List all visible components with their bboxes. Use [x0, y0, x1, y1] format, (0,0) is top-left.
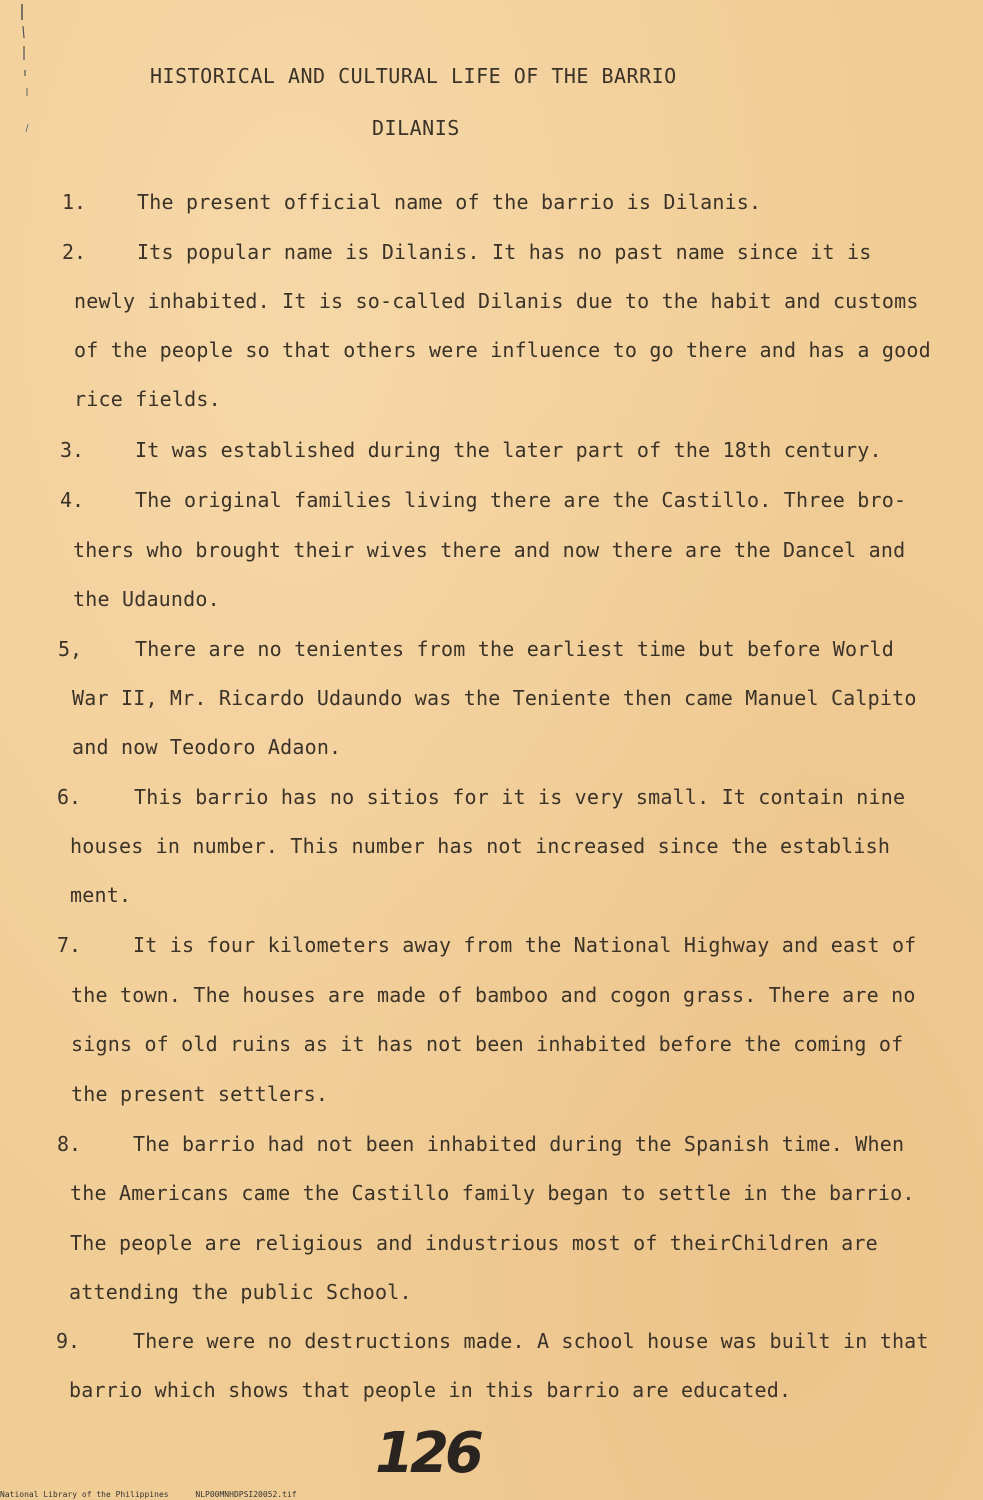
item-line: the Udaundo. [73, 587, 220, 611]
item-line: War II, Mr. Ricardo Udaundo was the Teniente then came Manuel Calpito [72, 686, 917, 710]
item-number: 7. [57, 933, 82, 957]
item-number: 5, [58, 637, 83, 661]
item-line: the town. The houses are made of bamboo and cogon grass. There are no [71, 983, 916, 1007]
item-line: The original families living there are the Castillo. Three bro- [135, 488, 907, 512]
item-line: ment. [70, 883, 132, 907]
item-line: It is four kilometers away from the National Highway and east of [133, 933, 917, 957]
item-line: attending the public School. [69, 1280, 412, 1304]
item-line: The present official name of the barrio is Dilanis. [137, 190, 762, 214]
item-line: newly inhabited. It is so-called Dilanis due to the habit and customs [74, 289, 919, 313]
item-line: signs of old ruins as it has not been inhabited before the coming of [71, 1032, 904, 1056]
document-subtitle: DILANIS [372, 116, 460, 140]
edge-marks [18, 0, 30, 140]
item-number: 1. [62, 190, 87, 214]
scan-footer [0, 1490, 319, 1500]
item-line: rice fields. [74, 387, 221, 411]
item-number: 9. [56, 1329, 81, 1353]
item-line: It was established during the later part of the 18th century. [135, 438, 882, 462]
item-line: This barrio has no sitios for it is very small. It contain nine [134, 785, 906, 809]
footer-file-id: NLP00MNHDPSI20052.tif [195, 1490, 297, 1499]
item-number: 4. [60, 488, 85, 512]
item-line: barrio which shows that people in this barrio are educated. [69, 1378, 792, 1402]
item-line: the Americans came the Castillo family began to settle in the barrio. [70, 1181, 915, 1205]
item-number: 6. [57, 785, 82, 809]
item-line: The people are religious and industrious most of theirChildren are [70, 1231, 878, 1255]
item-line: the present settlers. [71, 1082, 329, 1106]
item-line: There were no destructions made. A school house was built in that [133, 1329, 929, 1353]
item-line: of the people so that others were influence to go there and has a good [74, 338, 931, 362]
item-line: The barrio had not been inhabited during the Spanish time. When [133, 1132, 905, 1156]
document-title: HISTORICAL AND CULTURAL LIFE OF THE BARRIO [150, 64, 677, 88]
item-number: 3. [60, 438, 85, 462]
item-line: and now Teodoro Adaon. [72, 735, 342, 759]
footer-library: National Library of the Philippines [0, 1490, 169, 1499]
item-number: 2. [62, 240, 87, 264]
item-line: There are no tenientes from the earliest time but before World [135, 637, 894, 661]
item-number: 8. [57, 1132, 82, 1156]
item-line: Its popular name is Dilanis. It has no past name since it is [137, 240, 872, 264]
item-line: houses in number. This number has not increased since the establish [70, 834, 891, 858]
handwritten-page-number: 126 [375, 1421, 480, 1486]
item-line: thers who brought their wives there and now there are the Dancel and [73, 538, 906, 562]
